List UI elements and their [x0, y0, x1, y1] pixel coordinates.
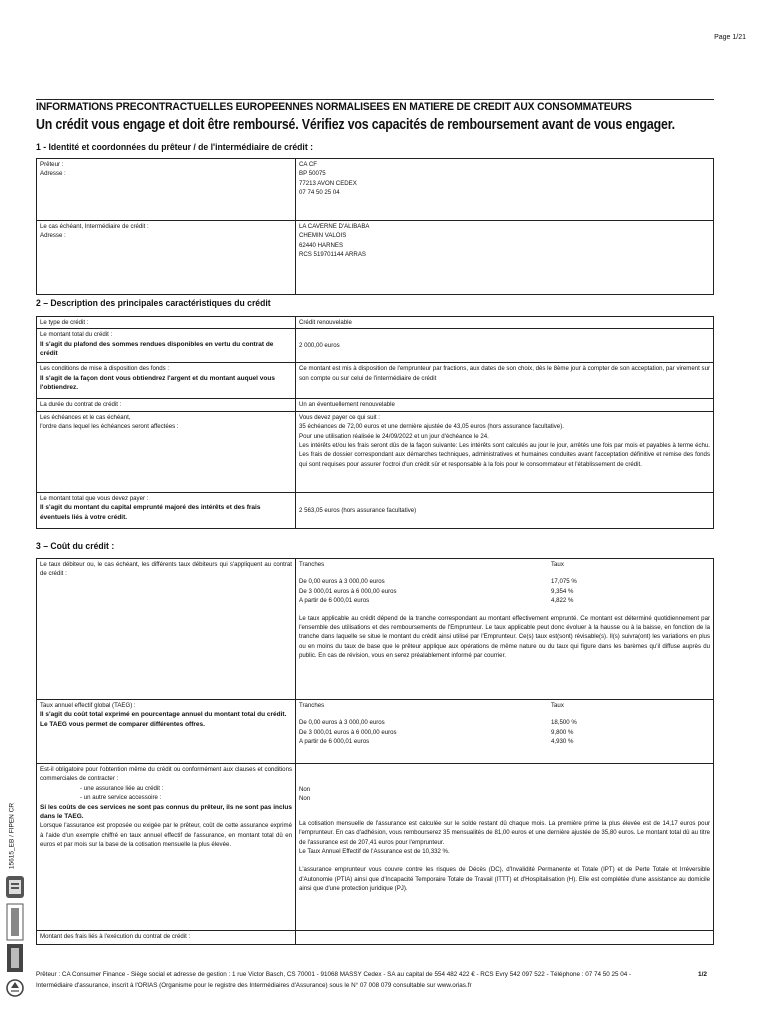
- rates-header: [299, 560, 710, 569]
- section-3-title: 3 – Coût du crédit :: [36, 541, 115, 552]
- recycling-logo-icon: [4, 874, 26, 1000]
- lender-label-cell: [37, 159, 296, 221]
- intermediary-label: Le cas échéant, Intermédiaire de crédit :: [40, 223, 149, 230]
- mandatory-insurance-item: - une assurance liée au crédit :: [80, 784, 164, 792]
- section-3-table: [36, 558, 714, 945]
- duration-row: [37, 399, 714, 411]
- total-due-label-cell: [37, 492, 296, 528]
- rates-tier-rate: 9,354 %: [551, 587, 574, 595]
- header-rule: [36, 99, 714, 100]
- taeg-explanation: Il s'agit du coût total exprimé en pourcentage annuel du montant total du crédit. Le TAEG vous permet de comparer différentes offres.: [40, 711, 287, 728]
- total-amount-explanation: Il s'agit du plafond des sommes rendues disponibles en vertu du contrat de crédit: [40, 340, 274, 358]
- credit-type-row: [37, 317, 714, 329]
- mandatory-insurance-text: Lorsque l'assurance est proposée ou exigée par le prêteur, coût de cette assurance exprimé à l'aide d'un exemple chiffré en taux annuel effectif de l'assurance, en montant total dû en euros et par mois sur la base de la cotisation mensuelle la plus élevée.: [40, 822, 292, 849]
- lender-line: BP 50075: [299, 170, 326, 178]
- conditions-value: Ce montant est mis à disposition de l'emprunteur par fractions, aux dates de son choix, dès le 8ème jour à compter de son acceptation, par virement sur son compte ou sur celui de l'intermédiaire de crédit: [296, 363, 714, 399]
- lender-line: CA CF: [299, 161, 317, 168]
- total-due-value: 2 563,05 euros (hors assurance facultative): [296, 492, 714, 528]
- rates-tier-row: [299, 587, 710, 596]
- insurance-rate-text: Le Taux Annuel Effectif de l'Assurance est de 10,332 %.: [299, 848, 450, 856]
- taeg-tier-rate: 9,800 %: [551, 728, 574, 736]
- taeg-value-cell: [296, 700, 714, 764]
- credit-type-label: Le type de crédit :: [37, 317, 296, 329]
- total-amount-value: 2 000,00 euros: [296, 329, 714, 363]
- mandatory-cost-warning: Si les coûts de ces services ne sont pas connus du prêteur, ils ne sont pas inclus dans le TAEG.: [40, 803, 292, 821]
- lender-value-cell: [296, 159, 714, 221]
- intermediary-value-cell: [296, 221, 714, 295]
- duration-value: Un an éventuellement renouvelable: [296, 399, 714, 411]
- rates-value-cell: [296, 559, 714, 700]
- installments-label-cell: [37, 411, 296, 492]
- rates-tier-range: De 3 000,01 euros à 6 000,00 euros: [299, 587, 397, 595]
- rates-tier-row: [299, 577, 710, 586]
- section-1-title: 1 - Identité et coordonnées du prêteur / de l'intermédiaire de crédit :: [36, 142, 313, 153]
- page-number: Page 1/21: [714, 34, 746, 41]
- duration-label: La durée du contrat de crédit :: [37, 399, 296, 411]
- intermediary-line: CHEMIN VALOIS: [299, 232, 347, 240]
- installments-paragraph: Les intérêts et/ou les frais seront dûs de la façon suivante: Les intérêts sont calculés au jour le jour, arrêtés une fois par mois et payables à terme échu. Les frais de dossier correspondant aux démarches techniques, administratives et humaines conduites avant l'acceptation définitive et remise des fonds qui sont requises pour assurer l'octroi d'un crédit sûr et responsable à la fois pour le consommateur et l'établissement de crédit.: [299, 442, 710, 468]
- taeg-tier-range: De 0,00 euros à 3 000,00 euros: [299, 719, 385, 727]
- insurance-cost-text: La cotisation mensuelle de l'assurance est calculée sur le solde restant dû chaque mois. La première prime la plus élevée est de 14,17 euros pour l'emprunteur. En cas d'adhésion, vous rembourserez 35 mensualités de 81,00 euros et une dernière ajustée de 35,80 euros. Le montant total dû au titre de l'assurance est de 207,41 euros pour l'emprunteur.: [299, 819, 710, 846]
- taeg-tier-row: [299, 737, 710, 746]
- lender-row: [37, 159, 714, 221]
- section-2-table: [36, 316, 714, 529]
- fees-label: Montant des frais liés à l'exécution du contrat de crédit :: [37, 931, 296, 945]
- rates-col-taux: Taux: [551, 561, 564, 568]
- footer-lender-line: Prêteur : CA Consumer Finance - Siège social et adresse de gestion : 1 rue Victor Basch, CS 70001 - 91068 MASSY Cedex - SA au capital de 554 482 422 € - RCS Evry 542 097 522 - Téléphone : 07 74 50 25 04 -: [36, 971, 632, 978]
- lender-line: 07 74 50 25 04: [299, 189, 340, 197]
- lender-address-label: Adresse :: [40, 170, 66, 178]
- footer-orias-line: Intermédiaire d'assurance, inscrit à l'ORIAS (Organisme pour le registre des Intermédiaires d'Assurance) sous le N° 07 008 079 consultable sur www.orias.fr: [36, 982, 472, 989]
- rates-tier-row: [299, 596, 710, 605]
- installments-line: 35 échéances de 72,00 euros et une dernière ajustée de 43,05 euros (hors assurance facultative).: [299, 423, 564, 431]
- taeg-header: [299, 701, 710, 710]
- lender-label: Prêteur :: [40, 161, 64, 168]
- taeg-tier-rate: 4,930 %: [551, 738, 574, 746]
- mandatory-services-row: [37, 764, 714, 931]
- intermediary-address-label: Adresse :: [40, 232, 66, 240]
- fees-value: [296, 931, 714, 945]
- section-1-table: [36, 158, 714, 295]
- fees-row: [37, 931, 714, 945]
- conditions-explanation: Il s'agit de la façon dont vous obtiendrez l'argent et du montant auquel vous l'obtiendrez.: [40, 374, 275, 392]
- taeg-col-tranches: Tranches: [299, 702, 325, 709]
- taeg-tier-rate: 18,500 %: [551, 719, 577, 727]
- installments-label-order: l'ordre dans lequel les échéances seront affectées :: [40, 423, 179, 431]
- footer-page-ref: 1/2: [698, 971, 708, 978]
- mandatory-service-answer: Non: [299, 795, 311, 803]
- total-amount-row: [37, 329, 714, 363]
- side-reference: [6, 800, 18, 872]
- rates-label: Le taux débiteur ou, le cas échéant, les différents taux débiteurs qui s'appliquent au contrat de crédit :: [37, 559, 296, 700]
- taeg-col-taux: Taux: [551, 702, 564, 709]
- intermediary-line: LA CAVERNE D'ALIBABA: [299, 223, 370, 230]
- taeg-tier-range: A partir de 6 000,01 euros: [299, 738, 370, 746]
- intermediary-label-cell: [37, 221, 296, 295]
- total-due-row: [37, 492, 714, 528]
- side-reference-text: 15615_EB / FIPEN CR: [8, 802, 16, 870]
- mandatory-other-service-item: - un autre service accessoire :: [80, 794, 162, 802]
- mandatory-label: Est-il obligatoire pour l'obtention même du crédit ou conformément aux clauses et conditions commerciales de contracter :: [40, 766, 292, 783]
- rates-tier-rate: 17,075 %: [551, 578, 577, 586]
- conditions-label-cell: [37, 363, 296, 399]
- taeg-tier-range: De 3 000,01 euros à 6 000,00 euros: [299, 728, 397, 736]
- mandatory-label-cell: [37, 764, 296, 931]
- intermediary-line: 62440 HARNES: [299, 241, 344, 249]
- taeg-label-cell: [37, 700, 296, 764]
- section-2-title: 2 – Description des principales caractéristiques du crédit: [36, 298, 271, 309]
- intermediary-line: RCS 519701144 ARRAS: [299, 251, 366, 259]
- insurance-coverage-text: L'assurance emprunteur vous couvre contre les risques de Décès (DC), d'Invalidité Permanente et Totale (IPT) et de Perte Totale et Irréversible d'Autonomie (PTIA) ainsi que d'Incapacité Temporaire Totale de Travail (ITTT) et d'Hospitalisation (H). Elle est complétée d'une assistance au domicile ainsi que d'une protection juridique (PJ).: [299, 866, 710, 893]
- total-due-explanation: Il s'agit du montant du capital emprunté majoré des intérêts et des frais éventuels liés à votre crédit.: [40, 504, 261, 521]
- lender-line: 77213 AVON CEDEX: [299, 179, 357, 187]
- rates-col-tranches: Tranches: [299, 561, 325, 568]
- conditions-label: Les conditions de mise à disposition des fonds :: [40, 365, 170, 373]
- rates-row: [37, 559, 714, 700]
- intermediary-row: [37, 221, 714, 295]
- rates-paragraph: Le taux applicable au crédit dépend de la tranche correspondant au montant effectivement emprunté. Ce montant est déterminé quotidiennement par l'ensemble des utilisations et des remboursements de l'Emprunteur. Le taux applicable peut donc évoluer à la hausse ou à la baisse, en fonction de la tranche dans laquelle se situe le montant du crédit ainsi utilisé par l'Emprunteur. Ce(s) taux est(sont) révisable(s). Il(s) suivra(ont) les variations en plus ou en moins du taux de base que le prêteur applique aux opérations de même nature ou du taux qui figure dans les barèmes qu'il diffuse auprès du public. En cas de révision, vous en serez préalablement informé par courrier.: [299, 614, 710, 660]
- document-title: INFORMATIONS PRECONTRACTUELLES EUROPEENNES NORMALISEES EN MATIERE DE CREDIT AUX CONSOMMATEURS: [36, 101, 632, 113]
- mandatory-value-cell: [296, 764, 714, 931]
- installments-line: Pour une utilisation réalisée le 24/09/2022 et un jour d'échéance le 24.: [299, 432, 489, 440]
- taeg-tier-row: [299, 718, 710, 727]
- total-due-label: Le montant total que vous devez payer :: [40, 494, 149, 502]
- taeg-label: Taux annuel effectif global (TAEG) :: [40, 702, 136, 709]
- taeg-tier-row: [299, 728, 710, 737]
- installments-row: [37, 411, 714, 492]
- total-amount-label-cell: [37, 329, 296, 363]
- total-amount-label: Le montant total du crédit :: [40, 331, 113, 339]
- rates-tier-range: De 0,00 euros à 3 000,00 euros: [299, 578, 385, 586]
- conditions-row: [37, 363, 714, 399]
- taeg-row: [37, 700, 714, 764]
- rates-tier-rate: 4,822 %: [551, 597, 574, 605]
- document-subtitle: Un crédit vous engage et doit être remboursé. Vérifiez vos capacités de remboursement avant de vous engager.: [36, 117, 675, 133]
- mandatory-insurance-answer: Non: [299, 786, 311, 793]
- credit-type-value: Crédit renouvelable: [296, 317, 714, 329]
- installments-line: Vous devez payer ce qui suit :: [299, 413, 380, 421]
- installments-label: Les échéances et le cas échéant,: [40, 413, 131, 421]
- installments-value-cell: [296, 411, 714, 492]
- rates-tier-range: A partir de 6 000,01 euros: [299, 597, 370, 605]
